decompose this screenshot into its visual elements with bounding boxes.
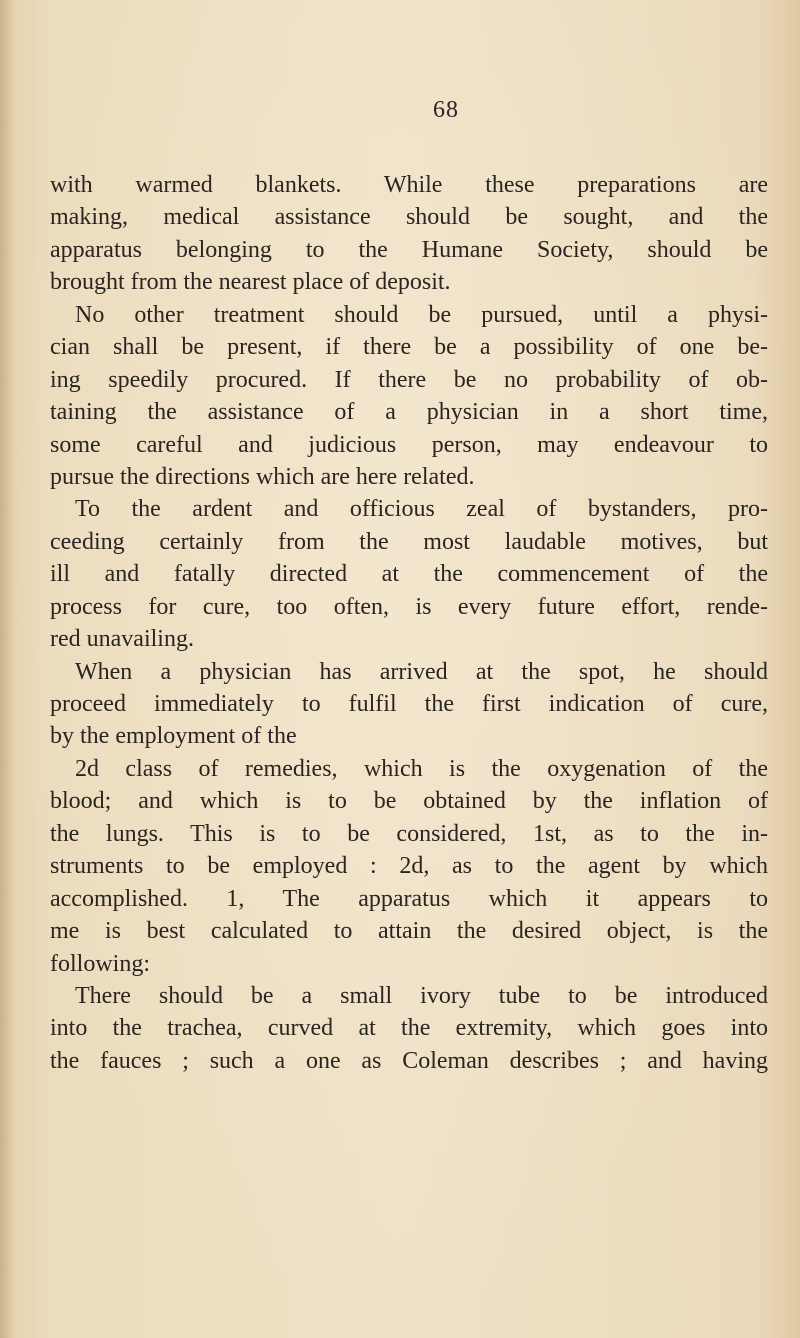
text-line: proceed immediately to fulfil the first indication of cure, (50, 691, 768, 717)
page-gutter-shadow (0, 0, 14, 1338)
text-line: process for cure, too often, is every future effort, rende- (50, 593, 768, 620)
text-line: cian shall be present, if there be a possibility of one be- (50, 334, 768, 361)
text-line: following: (50, 950, 150, 977)
text-line: 2d class of remedies, which is the oxygenation of the (75, 755, 768, 782)
text-line: me is best calculated to attain the desired object, is the (50, 918, 768, 945)
text-line: struments to be employed : 2d, as to the agent by which (50, 853, 768, 880)
page-number: 68 (433, 97, 459, 123)
text-line: red unavailing. (50, 626, 194, 653)
text-line: When a physician has arrived at the spot, he should (75, 658, 768, 685)
text-line: ing speedily procured. If there be no probability of ob- (50, 366, 768, 393)
text-line: some careful and judicious person, may endeavour to (50, 431, 768, 458)
text-line: pursue the directions which are here related. (50, 463, 475, 490)
text-line: apparatus belonging to the Humane Society, should be (50, 236, 768, 263)
text-line: ceeding certainly from the most laudable motives, but (50, 528, 768, 555)
text-line: taining the assistance of a physician in a short time, (50, 399, 768, 426)
text-line: brought from the nearest place of deposit. (50, 269, 451, 296)
text-line: blood; and which is to be obtained by the inflation of (50, 788, 768, 815)
text-line: No other treatment should be pursued, until a physi- (75, 301, 768, 328)
text-line: making, medical assistance should be sought, and the (50, 204, 768, 231)
text-line: the fauces ; such a one as Coleman describes ; and having (50, 1047, 768, 1074)
body-text (50, 169, 768, 1077)
text-line: by the employment of the (50, 723, 297, 750)
text-line: To the ardent and officious zeal of bystanders, pro- (75, 496, 768, 523)
text-line: accomplished. 1, The apparatus which it appears to (50, 885, 768, 912)
text-line: with warmed blankets. While these preparations are (50, 172, 768, 198)
text-line: into the trachea, curved at the extremity, which goes into (50, 1015, 768, 1042)
text-line: There should be a small ivory tube to be introduced (75, 982, 768, 1009)
text-line: the lungs. This is to be considered, 1st, as to the in- (50, 820, 768, 847)
text-line: ill and fatally directed at the commencement of the (50, 561, 768, 588)
